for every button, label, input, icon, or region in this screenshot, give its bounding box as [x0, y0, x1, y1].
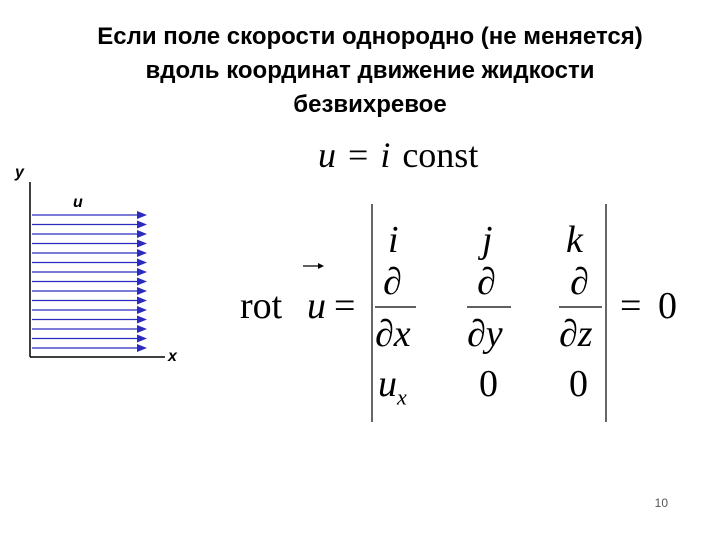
rot-formula [230, 190, 700, 430]
flow-svg [0, 160, 210, 380]
row1-k: k [566, 219, 583, 261]
velocity-formula [318, 133, 478, 177]
velocity-arrow-head [137, 221, 147, 229]
velocity-arrow-head [137, 249, 147, 257]
formula-equals: = [348, 135, 369, 175]
u-label: u [73, 194, 83, 211]
rot-result: 0 [658, 285, 677, 327]
velocity-arrow-head [137, 335, 147, 343]
title-line-2: вдоль координат движение жидкости [145, 57, 595, 84]
title-line-3: безвихревое [293, 91, 447, 118]
velocity-arrow-head [137, 306, 147, 314]
title-line-1: Если поле скорости однородно (не меняется) [97, 23, 643, 50]
velocity-arrow-head [137, 278, 147, 286]
velocity-arrow-head [137, 240, 147, 248]
slide-title [30, 20, 710, 122]
velocity-arrows [32, 211, 147, 352]
uniform-flow-diagram [0, 160, 210, 380]
velocity-arrow-head [137, 325, 147, 333]
row3-u-subscript: x [397, 384, 407, 410]
den-dy: ∂y [467, 313, 503, 355]
y-axis-label: y [15, 164, 24, 181]
den-dx: ∂x [375, 313, 411, 355]
row1-i: i [388, 219, 399, 261]
velocity-arrow-head [137, 287, 147, 295]
row1-j: j [482, 219, 493, 261]
rot-equals-right: = [620, 285, 642, 327]
x-axis-label: x [168, 348, 177, 365]
partial-x: ∂ [383, 261, 402, 303]
formula-i: i [380, 135, 391, 175]
formula-u: u [318, 135, 336, 175]
row3-zero-1: 0 [479, 363, 498, 405]
row3-ux [378, 364, 407, 418]
partial-z: ∂ [570, 261, 589, 303]
partial-y: ∂ [477, 261, 496, 303]
row3-zero-2: 0 [569, 363, 588, 405]
velocity-arrow-head [137, 297, 147, 305]
rot-label: rot [240, 285, 283, 327]
vector-arrow-head [318, 263, 324, 269]
den-dz: ∂z [559, 313, 593, 355]
velocity-arrow-head [137, 268, 147, 276]
page-number: 10 [654, 496, 668, 510]
velocity-arrow-head [137, 344, 147, 352]
velocity-arrow-head [137, 316, 147, 324]
velocity-arrow-head [137, 259, 147, 267]
velocity-arrow-head [137, 211, 147, 219]
velocity-arrow-head [137, 230, 147, 238]
row3-u: u [378, 363, 397, 405]
formula-const: const [402, 135, 479, 175]
rot-equals-left: = [334, 285, 356, 327]
rot-u: u [307, 285, 326, 327]
